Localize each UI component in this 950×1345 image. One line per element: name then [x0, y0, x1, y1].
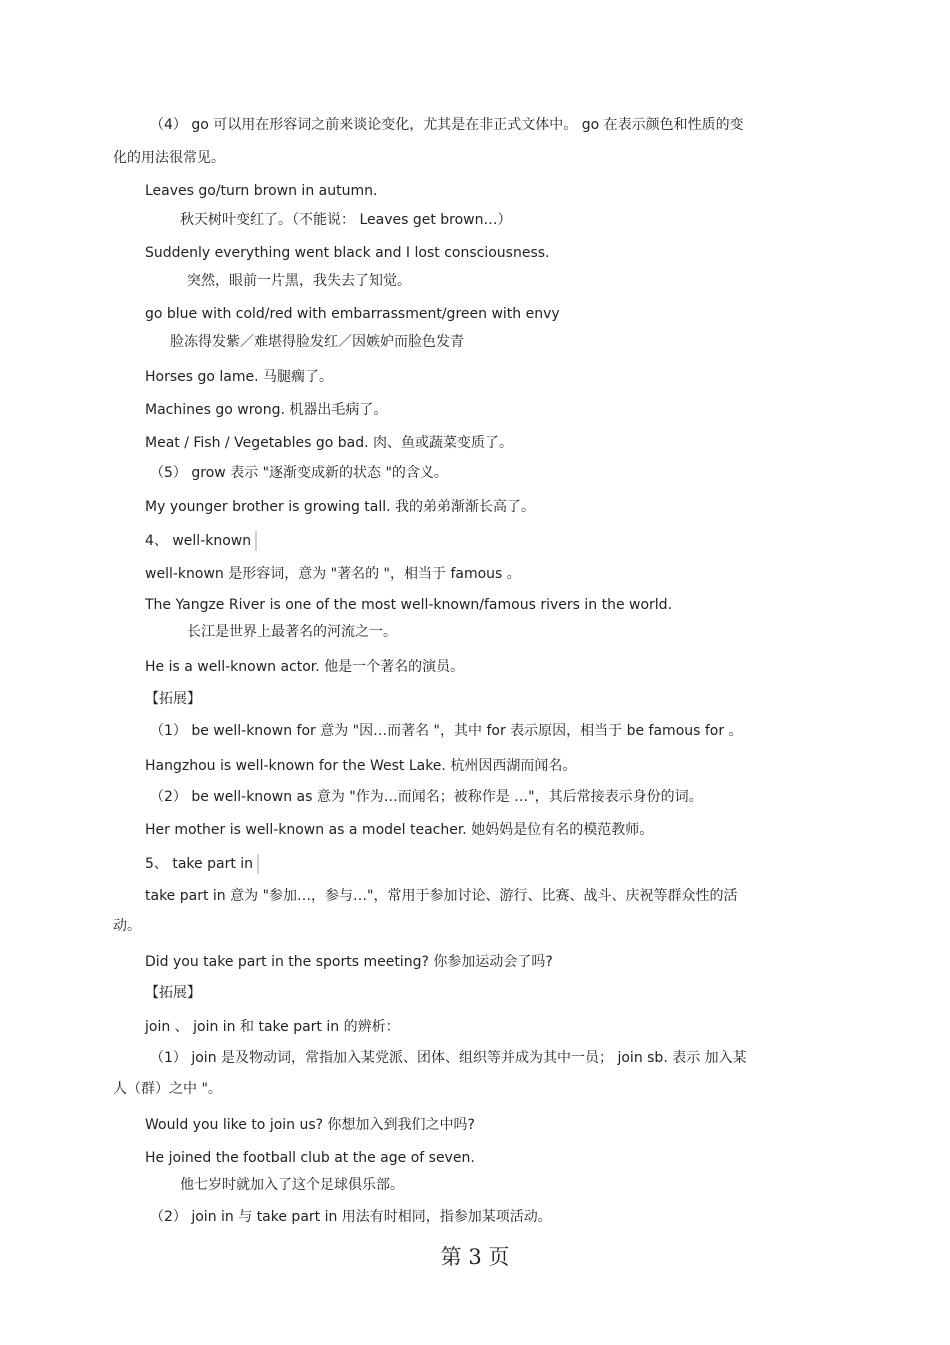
example-sentence: My younger brother is growing tall. 我的弟弟渐渐长高了。	[145, 499, 536, 515]
extension-label: 【拓展】	[145, 985, 201, 1001]
example-translation: 脸冻得发紫／难堪得脸发红／因嫉妒而脸色发青	[170, 334, 464, 350]
example-sentence: Horses go lame. 马腿瘸了。	[145, 369, 334, 385]
example-sentence: Suddenly everything went black and I lost consciousness.	[145, 245, 550, 261]
text-line: take part in 意为 "参加…，参与…"，常用于参加讨论、游行、比赛、战斗、庆祝等群众性的活	[145, 888, 738, 904]
text-line: （2） be well-known as 意为 "作为…而闻名；被称作是 …"，其后常接表示身份的词。	[150, 789, 703, 805]
example-translation: 他七岁时就加入了这个足球俱乐部。	[180, 1177, 404, 1193]
text-line: （4） go 可以用在形容词之前来谈论变化，尤其是在非正式文体中。 go 在表示颜色和性质的变	[150, 117, 744, 133]
text-line: （1） be well-known for 意为 "因…而著名 "，其中 for 表示原因，相当于 be famous for 。	[150, 723, 743, 739]
example-sentence: go blue with cold/red with embarrassment/green with envy	[145, 306, 560, 322]
text-line: 人（群）之中 "。	[113, 1081, 222, 1097]
text-line: well-known 是形容词，意为 "著名的 "，相当于 famous 。	[145, 566, 521, 582]
example-sentence: Leaves go/turn brown in autumn.	[145, 183, 378, 199]
text-line: （5） grow 表示 "逐渐变成新的状态 "的含义。	[150, 465, 448, 481]
example-sentence: Machines go wrong. 机器出毛病了。	[145, 402, 388, 418]
example-sentence: The Yangze River is one of the most well-known/famous rivers in the world.	[145, 597, 673, 613]
text-line: （1） join 是及物动词，常指加入某党派、团体、组织等并成为其中一员； join sb. 表示 加入某	[150, 1050, 747, 1066]
example-translation: 长江是世界上最著名的河流之一。	[187, 624, 397, 640]
example-sentence: Did you take part in the sports meeting? 你参加运动会了吗?	[145, 954, 553, 970]
text-line: 动。	[113, 918, 141, 934]
example-sentence: He joined the football club at the age of seven.	[145, 1150, 475, 1166]
example-sentence: Her mother is well-known as a model teacher. 她妈妈是位有名的模范教师。	[145, 822, 654, 838]
page-number: 第 3 页	[440, 1245, 510, 1269]
text-line: 化的用法很常见。	[113, 150, 225, 166]
example-sentence: Would you like to join us? 你想加入到我们之中吗?	[145, 1117, 475, 1133]
example-sentence: He is a well-known actor. 他是一个著名的演员。	[145, 659, 465, 675]
section-heading: 5、 take part in	[145, 854, 259, 874]
example-sentence: Hangzhou is well-known for the West Lake. 杭州因西湖而闻名。	[145, 758, 577, 774]
example-translation: 秋天树叶变红了。（不能说： Leaves get brown…）	[180, 212, 512, 228]
example-translation: 突然，眼前一片黑，我失去了知觉。	[187, 273, 411, 289]
text-line: （2） join in 与 take part in 用法有时相同，指参加某项活动。	[150, 1209, 552, 1225]
example-sentence: Meat / Fish / Vegetables go bad. 肉、鱼或蔬菜变质了。	[145, 435, 514, 451]
extension-label: 【拓展】	[145, 691, 201, 707]
text-line: join 、 join in 和 take part in 的辨析：	[145, 1019, 400, 1035]
section-heading: 4、 well-known	[145, 531, 257, 551]
